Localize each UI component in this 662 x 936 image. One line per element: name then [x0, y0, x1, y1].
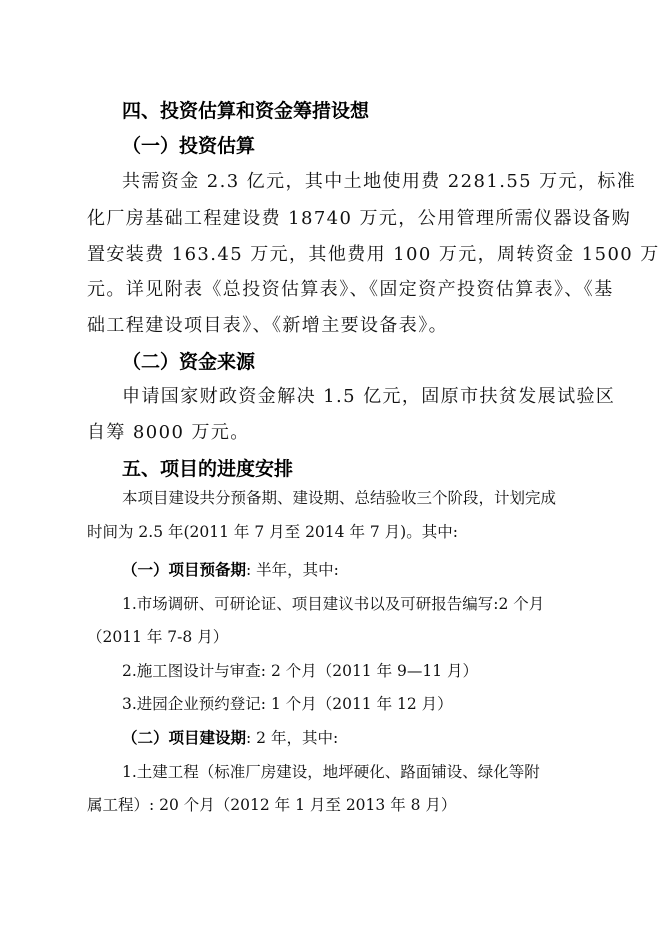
paragraph-line: 自筹 8000 万元。 [87, 422, 250, 443]
preparation-phase-text: : 半年，其中: [246, 561, 339, 579]
funding-source-subheading: （二）资金来源 [122, 351, 256, 373]
list-item: 属工程）: 20 个月（2012 年 1 月至 2013 年 8 月） [87, 796, 457, 814]
investment-estimate-subheading: （一）投资估算 [122, 135, 256, 157]
construction-phase-text: : 2 年，其中: [246, 729, 339, 747]
paragraph-line: 本项目建设共分预备期、建设期、总结验收三个阶段，计划完成 [122, 489, 557, 507]
construction-phase-line [122, 731, 338, 747]
section-4-heading: 四、投资估算和资金筹措设想 [122, 100, 370, 122]
paragraph-line: 化厂房基础工程建设费 18740 万元，公用管理所需仪器设备购 [87, 208, 632, 229]
paragraph-line: 置安装费 163.45 万元，其他费用 100 万元，周转资金 1500 万 [87, 244, 660, 265]
preparation-phase-line [122, 563, 339, 579]
section-5-heading: 五、项目的进度安排 [122, 458, 294, 480]
list-item: 1.土建工程（标准厂房建设，地坪硬化、路面铺设、绿化等附 [122, 763, 540, 781]
construction-phase-label: （二）项目建设期 [122, 729, 247, 747]
list-item: 2.施工图设计与审查: 2 个月（2011 年 9—11 月） [122, 662, 479, 680]
list-item: 1.市场调研、可研论证、项目建议书以及可研报告编写:2 个月 [122, 595, 545, 613]
paragraph-line: 元。详见附表《总投资估算表》、《固定资产投资估算表》、《基 [87, 279, 614, 300]
paragraph-line: 础工程建设项目表》、《新增主要设备表》。 [87, 315, 448, 336]
preparation-phase-label: （一）项目预备期 [122, 561, 247, 579]
paragraph-line: 时间为 2.5 年(2011 年 7 月至 2014 年 7 月)。其中: [87, 523, 458, 541]
paragraph-line: 共需资金 2.3 亿元，其中土地使用费 2281.55 万元，标准 [122, 171, 637, 192]
list-item: （2011 年 7-8 月） [87, 628, 229, 646]
list-item: 3.进园企业预约登记: 1 个月（2011 年 12 月） [122, 695, 453, 713]
paragraph-line: 申请国家财政资金解决 1.5 亿元，固原市扶贫发展试验区 [122, 386, 616, 407]
